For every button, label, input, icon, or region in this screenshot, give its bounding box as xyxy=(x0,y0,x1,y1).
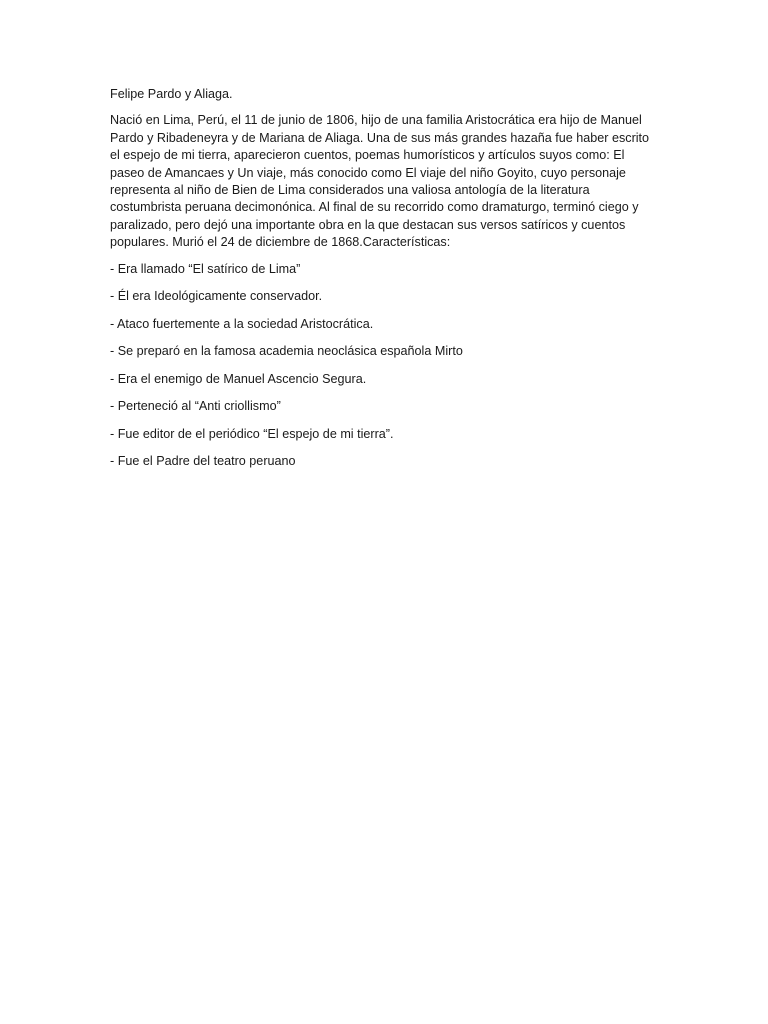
bullet-item: - Era llamado “El satírico de Lima” xyxy=(110,261,301,276)
bullet-item: - Fue editor de el periódico “El espejo de mi tierra”. xyxy=(110,426,394,441)
bullet-item: - Fue el Padre del teatro peruano xyxy=(110,454,296,469)
document-content xyxy=(110,86,650,481)
bullet-item: - Ataco fuertemente a la sociedad Aristocrática. xyxy=(110,316,374,331)
bullet-item: - Perteneció al “Anti criollismo” xyxy=(110,399,281,414)
biography-paragraph: Nació en Lima, Perú, el 11 de junio de 1806, hijo de una familia Aristocrática era hijo de Manuel Pardo y Ribadeneyra y de Mariana de Aliaga. Una de sus más grandes hazaña fue haber escrito el espejo de mi tierra, aparecieron cuentos, poemas humorísticos y artículos suyos como: El paseo de Amancaes y Un viaje, más conocido como El viaje del niño Goyito, cuyo personaje representa al niño de Bien de Lima considerados una valiosa antología de la literatura costumbrista peruana decimonónica. Al final de su recorrido como dramaturgo, terminó ciego y paralizado, pero dejó una importante obra en la que destacan sus versos satíricos y cuentos populares. Murió el 24 de diciembre de 1868.Características: xyxy=(110,113,650,250)
bullet-item: - Se preparó en la famosa academia neoclásica española Mirto xyxy=(110,344,463,359)
bullet-item: - Era el enemigo de Manuel Ascencio Segura. xyxy=(110,371,367,386)
document-title: Felipe Pardo y Aliaga. xyxy=(110,87,233,101)
bullet-item: - Él era Ideológicamente conservador. xyxy=(110,289,323,304)
